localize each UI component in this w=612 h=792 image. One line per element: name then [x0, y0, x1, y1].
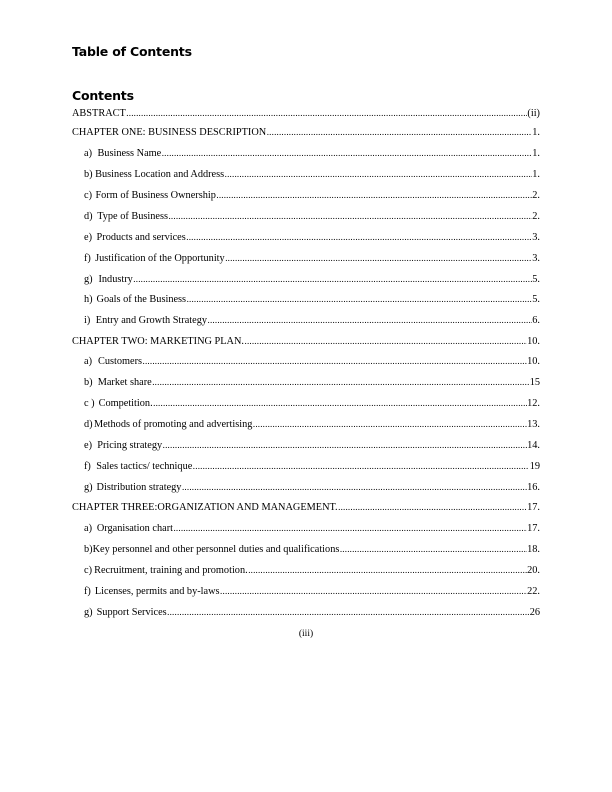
toc-entry-label: Pricing strategy [97, 440, 163, 451]
toc-entry-page: (ii) [527, 108, 540, 119]
toc-entry-number: c) [84, 565, 92, 576]
toc-entry-number: c) [84, 190, 92, 201]
page-number-footer: (iii) [298, 629, 314, 639]
toc-entry-label: Goals of the Business [96, 294, 187, 305]
toc-entry-page: 3. [532, 232, 540, 243]
toc-entry-number: h) [84, 294, 93, 305]
toc-entry[interactable] [84, 439, 540, 452]
toc-entry[interactable] [84, 273, 540, 286]
toc-entry-label: Entry and Growth Strategy [95, 315, 208, 326]
toc-entry-page: 15 [529, 377, 540, 388]
toc-entry-page: 5. [532, 274, 540, 285]
dot-leader [340, 543, 527, 555]
toc-entry[interactable] [84, 252, 540, 265]
toc-entry-number: g) [84, 482, 93, 493]
toc-entry[interactable] [84, 314, 540, 327]
toc-entry-page: 1. [532, 169, 540, 180]
toc-entry-page: 1. [532, 127, 540, 138]
toc-entry-page: 20. [527, 565, 540, 576]
toc-entry[interactable] [84, 147, 540, 160]
toc-entry-page: 17. [527, 502, 540, 513]
toc-entry[interactable] [72, 501, 540, 514]
toc-entry[interactable] [84, 168, 540, 181]
toc-entry-page: 10. [527, 356, 540, 367]
dot-leader [152, 376, 529, 388]
dot-leader [153, 397, 526, 409]
toc-entry[interactable] [84, 481, 540, 494]
dot-leader [187, 293, 532, 305]
toc-entry-number: f) [84, 253, 91, 264]
toc-entry-label: Distribution strategy [96, 482, 182, 493]
dot-leader [338, 501, 527, 513]
dot-leader [133, 273, 531, 285]
dot-leader [126, 107, 527, 119]
dot-leader [193, 460, 529, 472]
toc-entry[interactable] [84, 231, 540, 244]
dot-leader [245, 335, 527, 347]
toc-entry-page: 2. [532, 211, 540, 222]
dot-leader [163, 439, 527, 451]
toc-entry-label: Competition. [98, 398, 153, 409]
toc-entry-label: Type of Business [97, 211, 168, 222]
toc-entry[interactable] [72, 335, 540, 348]
dot-leader [267, 126, 532, 138]
toc-entry[interactable] [72, 126, 540, 139]
toc-entry[interactable] [84, 564, 540, 577]
toc-entry-number: a) [84, 356, 92, 367]
toc-entry-label: Recruitment, training and promotion. [94, 565, 248, 576]
toc-entry-label: Products and services [96, 232, 186, 243]
toc-entry-number: g) [84, 274, 93, 285]
toc-entry-number: f) [84, 461, 91, 472]
toc-entry-label: Customers [97, 356, 143, 367]
toc-entry-page: 12. [527, 398, 540, 409]
toc-entry-page: 6. [532, 315, 540, 326]
toc-entry-page: 26 [529, 607, 540, 618]
dot-leader [186, 231, 532, 243]
page-title: Table of Contents [72, 44, 192, 59]
dot-leader [167, 606, 529, 618]
dot-leader [220, 585, 527, 597]
toc-entry[interactable] [84, 355, 540, 368]
dot-leader [208, 314, 532, 326]
dot-leader [253, 418, 527, 430]
toc-entry-label: Justification of the Opportunity [95, 253, 225, 264]
dot-leader [216, 189, 531, 201]
toc-entry-label: Methods of promoting and advertising [93, 419, 253, 430]
toc-entry[interactable] [84, 210, 540, 223]
toc-entry[interactable] [84, 189, 540, 202]
toc-entry[interactable] [72, 107, 540, 120]
dot-leader [182, 481, 527, 493]
toc-entry-number: e) [84, 232, 92, 243]
toc-entry-page: 17. [527, 523, 540, 534]
toc-entry-number: d) [84, 211, 93, 222]
toc-entry-number: c ) [84, 398, 95, 409]
toc-entry[interactable] [84, 418, 540, 431]
toc-entry[interactable] [84, 606, 540, 619]
toc-entry-number: b) [84, 169, 93, 180]
toc-entry-label: Form of Business Ownership [95, 190, 216, 201]
toc-entry-number: i) [84, 315, 91, 326]
toc-entry-page: 2. [532, 190, 540, 201]
dot-leader [225, 252, 532, 264]
toc-entry-number: d) [84, 419, 93, 430]
toc-entry-page: 13. [527, 419, 540, 430]
toc-entry-page: 19 [529, 461, 540, 472]
toc-entry-page: 1. [532, 148, 540, 159]
toc-entry-page: 16. [527, 482, 540, 493]
toc-entry-page: 22. [527, 586, 540, 597]
toc-entry-label: Business Location and Address [95, 169, 225, 180]
toc-entry-label: Sales tactics/ technique [96, 461, 193, 472]
dot-leader [162, 147, 532, 159]
toc-entry-label: Support Services [96, 607, 167, 618]
toc-entry-page: 3. [532, 253, 540, 264]
toc-entry-page: 18. [527, 544, 540, 555]
toc-entry-label: Industry [98, 274, 133, 285]
toc-entry-number: b) [84, 377, 93, 388]
dot-leader [143, 355, 527, 367]
toc-entry-number: b) [84, 544, 93, 555]
toc-entry-label: CHAPTER TWO: MARKETING PLAN. [72, 336, 244, 347]
toc-entry-page: 10. [527, 336, 540, 347]
toc-entry-label: Market share [97, 377, 152, 388]
toc-entry-label: CHAPTER THREE:ORGANIZATION AND MANAGEMENT. [72, 502, 338, 513]
toc-entry[interactable] [84, 460, 540, 473]
toc-entry-number: g) [84, 607, 93, 618]
toc-entry[interactable] [84, 293, 540, 306]
toc-entry-page: 5. [532, 294, 540, 305]
toc-entry[interactable] [84, 376, 540, 389]
toc-entry-label: Organisation chart [96, 523, 173, 534]
dot-leader [168, 210, 531, 222]
toc-entry-label: Business Name [97, 148, 162, 159]
toc-entry-label: ABSTRACT [72, 108, 126, 119]
toc-entry[interactable] [84, 397, 540, 410]
toc-entry[interactable] [84, 585, 540, 598]
dot-leader [248, 564, 526, 576]
dot-leader [173, 522, 526, 534]
toc-entry[interactable] [84, 522, 540, 535]
toc-entry-page: 14. [527, 440, 540, 451]
toc-entry-label: CHAPTER ONE: BUSINESS DESCRIPTION [72, 127, 267, 138]
toc-entry-label: Key personnel and other personnel duties and qualifications [92, 544, 340, 555]
toc-entry-number: e) [84, 440, 92, 451]
contents-heading: Contents [72, 88, 134, 103]
toc-entry-number: a) [84, 523, 92, 534]
toc-entry-number: f) [84, 586, 91, 597]
toc-entry-number: a) [84, 148, 92, 159]
toc-entry[interactable] [84, 543, 540, 556]
dot-leader [225, 168, 532, 180]
toc-entry-label: Licenses, permits and by-laws [94, 586, 220, 597]
